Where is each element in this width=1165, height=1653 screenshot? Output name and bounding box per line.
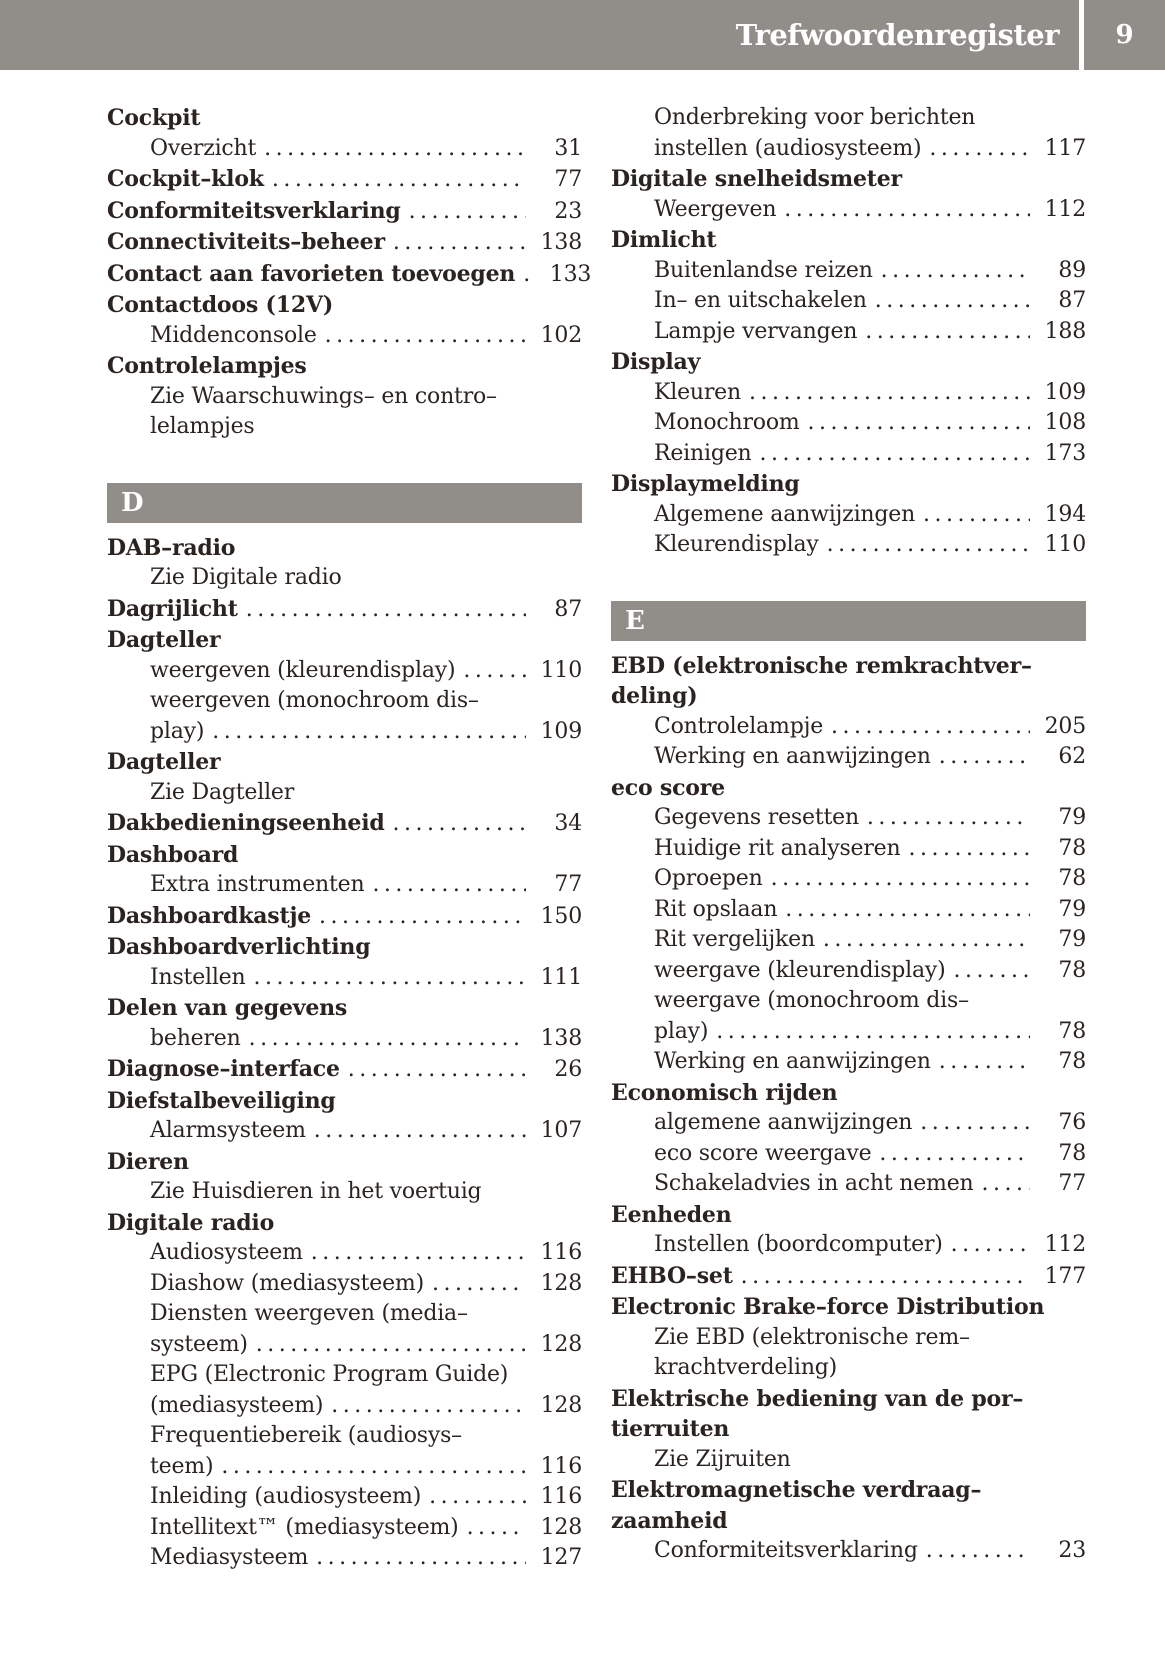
index-entry-line [107, 1147, 582, 1178]
index-entry-line [107, 533, 582, 564]
index-entry-line [611, 439, 1086, 470]
index-entry-line [107, 1024, 582, 1055]
index-entry-line [107, 382, 582, 413]
entry-page-number: 173 [1044, 440, 1086, 466]
dot-leader [808, 408, 1030, 439]
entry-text: play) [150, 718, 205, 744]
entry-page-number: 77 [554, 872, 582, 897]
entry-text: Reinigen [654, 440, 752, 466]
entry-text: Digitale snelheidsmeter [611, 166, 902, 192]
entry-page-number: 77 [554, 167, 582, 192]
entry-page-number: 116 [540, 1484, 582, 1509]
entry-page-number: 76 [1058, 1110, 1086, 1135]
entry-text: Werking en aanwijzingen [654, 744, 931, 769]
dot-leader [319, 902, 526, 933]
dot-leader [939, 1047, 1030, 1078]
entry-page-number: 107 [540, 1118, 582, 1143]
index-entry-line [107, 1452, 582, 1483]
index-entry-line [611, 195, 1086, 226]
entry-text: Digitale radio [107, 1209, 275, 1236]
dot-leader [331, 1391, 526, 1422]
index-entry-line [107, 1116, 582, 1147]
index-entry-line [107, 870, 582, 901]
index-entry-line [107, 778, 582, 809]
entry-page-number: 116 [540, 1453, 582, 1479]
entry-text: Economisch rijden [611, 1079, 838, 1106]
entry-text: Werking en aanwijzingen [654, 1049, 931, 1074]
dot-leader [264, 134, 526, 165]
index-entry-line [107, 625, 582, 656]
entry-text: algemene aanwijzingen [654, 1110, 913, 1135]
entry-page-number: 128 [540, 1331, 582, 1357]
entry-text: Displaymelding [611, 471, 800, 497]
entry-text: Weergeven [654, 196, 777, 222]
dot-leader [784, 195, 1030, 226]
index-entry-line [107, 747, 582, 778]
entry-text: systeem) [150, 1331, 248, 1357]
entry-text: Zie Dagteller [150, 779, 295, 805]
index-entry-line [107, 656, 582, 687]
entry-text: DAB–radio [107, 534, 236, 561]
dot-leader [920, 1108, 1030, 1139]
entry-page-number: 108 [1044, 410, 1086, 435]
entry-text: Contactdoos (12V) [107, 292, 334, 318]
entry-page-number: 128 [540, 1514, 582, 1540]
index-entry-line [611, 1353, 1086, 1384]
index-entry-line [611, 773, 1086, 804]
dot-leader [879, 1139, 1030, 1170]
entry-text: Gegevens resetten [654, 805, 859, 830]
entry-text: Zie EBD (elektronische rem– [654, 1324, 970, 1350]
index-entry-line [107, 993, 582, 1024]
dot-leader [827, 530, 1030, 561]
dot-leader [951, 1230, 1030, 1261]
section-letter-bar [107, 483, 582, 523]
entry-page-number: 102 [540, 322, 582, 348]
dot-leader [926, 1536, 1030, 1567]
index-entry-line [611, 530, 1086, 561]
entry-text: Dashboard [107, 841, 239, 868]
entry-text: Instellen [150, 964, 246, 990]
entry-text: Kleurendisplay [654, 532, 819, 557]
index-entry-line [107, 932, 582, 963]
entry-text: Conformiteitsverklaring [654, 1538, 918, 1563]
index-entry-line [107, 1177, 582, 1208]
entry-text: beheren [150, 1025, 241, 1051]
index-entry-line [611, 1323, 1086, 1354]
dot-leader [372, 870, 526, 901]
entry-text: Delen van gegevens [107, 995, 348, 1021]
entry-text: In– en uitschakelen [654, 288, 867, 313]
dot-leader [253, 963, 526, 994]
entry-text: lelampjes [150, 414, 255, 439]
entry-text: Elektrische bediening van de por– [611, 1385, 1024, 1412]
entry-text: Dashboardverlichting [107, 934, 371, 960]
entry-text: play) [654, 1018, 709, 1044]
index-content [107, 103, 1086, 1574]
index-entry-line [107, 963, 582, 994]
dot-leader [393, 809, 526, 840]
index-entry-line [107, 717, 582, 748]
entry-text: Onderbreking voor berichten [654, 105, 976, 130]
entry-text: EBD (elektronische remkrachtver– [611, 652, 1032, 679]
page-number: 9 [1115, 20, 1134, 50]
index-entry-line [611, 895, 1086, 926]
entry-page-number: 109 [540, 718, 582, 744]
entry-text: instellen (audiosysteem) [654, 135, 922, 161]
index-entry-line [107, 808, 582, 840]
index-entry-line [107, 103, 582, 134]
dot-leader [325, 321, 526, 352]
index-entry-line [611, 164, 1086, 195]
index-entry-line [611, 1536, 1086, 1567]
index-entry-line [107, 840, 582, 871]
index-entry-line [611, 256, 1086, 287]
index-entry-line [107, 290, 582, 321]
index-entry-line [611, 986, 1086, 1017]
index-entry-line [611, 1230, 1086, 1261]
dot-leader [875, 286, 1030, 317]
dot-leader [867, 803, 1030, 834]
index-entry-line [611, 681, 1086, 712]
index-entry-line [611, 742, 1086, 773]
entry-page-number: 188 [1044, 318, 1086, 344]
index-entry-line [611, 1078, 1086, 1109]
entry-text: Dagrijlicht [107, 595, 238, 622]
index-entry-line [107, 259, 592, 291]
dot-leader [249, 1024, 526, 1055]
entry-page-number: 112 [1044, 1232, 1086, 1257]
dot-leader [523, 260, 535, 291]
entry-text: Dakbedieningseenheid [107, 810, 385, 836]
entry-text: Zie Huisdieren in het voertuig [150, 1179, 482, 1204]
entry-text: Huidige rit analyseren [654, 835, 901, 861]
entry-text: Extra instrumenten [150, 872, 365, 897]
entry-page-number: 111 [540, 964, 582, 990]
entry-text: Zie Digitale radio [150, 565, 342, 590]
entry-page-number: 87 [554, 596, 582, 622]
index-entry-line [611, 378, 1086, 409]
dot-leader [865, 317, 1030, 348]
index-entry-line [107, 412, 582, 443]
index-entry-line [611, 286, 1086, 317]
entry-page-number: 79 [1058, 927, 1086, 952]
dot-leader [831, 712, 1030, 743]
index-entry-line [107, 1299, 582, 1330]
page-title: Trefwoordenregister [735, 18, 1059, 52]
entry-text: Buitenlandse reizen [654, 257, 873, 283]
entry-text: Electronic Brake–force Distribution [611, 1294, 1045, 1320]
entry-text: Eenheden [611, 1201, 732, 1228]
index-entry-line [611, 347, 1086, 378]
entry-page-number: 194 [1044, 501, 1086, 527]
entry-text: weergeven (kleurendisplay) [150, 657, 456, 683]
entry-page-number: 78 [1058, 1049, 1086, 1074]
entry-text: Alarmsysteem [150, 1118, 306, 1143]
entry-text: Rit vergelijken [654, 927, 815, 952]
dot-leader [923, 500, 1030, 531]
index-entry-line [611, 1139, 1086, 1170]
entry-page-number: 26 [554, 1057, 582, 1082]
entry-page-number: 78 [1058, 835, 1086, 861]
dot-leader [741, 1262, 1030, 1293]
entry-page-number: 77 [1058, 1171, 1086, 1196]
dot-leader [348, 1055, 526, 1086]
entry-page-number: 110 [1044, 532, 1086, 557]
index-entry-line [611, 1261, 1086, 1293]
dot-leader [785, 895, 1030, 926]
index-entry-line [611, 864, 1086, 895]
entry-page-number: 133 [549, 261, 592, 287]
index-column-left [107, 103, 592, 1574]
index-entry-line [107, 1360, 582, 1391]
entry-text: Lampje vervangen [654, 318, 858, 344]
index-entry-line [611, 803, 1086, 834]
dot-leader [311, 1238, 526, 1269]
entry-page-number: 89 [1058, 257, 1086, 283]
index-entry-line [107, 134, 582, 165]
entry-text: Dashboardkastje [107, 902, 312, 929]
entry-text: Zie Waarschuwings– en contro– [150, 383, 497, 409]
entry-text: Diensten weergeven (media– [150, 1301, 468, 1326]
entry-text: Mediasysteem [150, 1545, 309, 1570]
index-entry-line [107, 1421, 582, 1452]
dot-leader [316, 1543, 526, 1574]
index-entry-line [611, 712, 1086, 743]
section-letter: D [121, 487, 144, 518]
entry-text: Rit opslaan [654, 896, 778, 922]
entry-text: Audiosysteem [150, 1240, 303, 1265]
index-entry-line [611, 1169, 1086, 1200]
index-entry-line [611, 1445, 1086, 1476]
index-entry-line [107, 594, 582, 626]
entry-text: EPG (Electronic Program Guide) [150, 1362, 509, 1387]
index-entry-line [107, 196, 582, 228]
entry-page-number: 177 [1044, 1263, 1086, 1289]
entry-text: weergeven (monochroom dis– [150, 688, 479, 713]
index-entry-line [611, 134, 1086, 165]
dot-leader [429, 1482, 526, 1513]
entry-page-number: 138 [540, 1025, 582, 1051]
index-entry-line [611, 1384, 1086, 1415]
entry-page-number: 23 [1058, 1538, 1086, 1563]
entry-page-number: 117 [1044, 135, 1086, 161]
dot-leader [954, 956, 1030, 987]
entry-text: Algemene aanwijzingen [654, 501, 916, 527]
entry-text: Inleiding (audiosysteem) [150, 1484, 422, 1509]
dot-leader [314, 1116, 526, 1147]
entry-text: deling) [611, 683, 698, 709]
index-entry-line [611, 956, 1086, 987]
entry-page-number: 78 [1058, 957, 1086, 983]
index-entry-line [107, 686, 582, 717]
index-entry-line [107, 1513, 582, 1544]
index-entry-line [611, 1108, 1086, 1139]
dot-leader [393, 228, 526, 259]
entry-page-number: 150 [540, 903, 582, 929]
entry-page-number: 138 [540, 230, 582, 255]
dot-leader [716, 1017, 1030, 1048]
entry-page-number: 78 [1058, 1018, 1086, 1044]
index-entry-line [107, 1330, 582, 1361]
entry-text: Oproepen [654, 866, 763, 891]
entry-text: Connectiviteits–beheer [107, 229, 385, 255]
dot-leader [939, 742, 1030, 773]
index-entry-line [611, 1292, 1086, 1323]
entry-text: krachtverdeling) [654, 1355, 838, 1380]
entry-page-number: 62 [1058, 744, 1086, 769]
section-letter: E [625, 605, 645, 636]
entry-text: Instellen (boordcomputer) [654, 1232, 943, 1257]
entry-text: Controlelampjes [107, 353, 307, 379]
index-entry-line [611, 225, 1086, 256]
entry-text: Overzicht [150, 135, 257, 161]
entry-text: Dieren [107, 1148, 189, 1175]
index-entry-line [107, 1269, 582, 1300]
dot-leader [409, 197, 526, 228]
entry-text: Dimlicht [611, 227, 717, 253]
entry-text: Zie Zijruiten [654, 1446, 791, 1472]
dot-leader [760, 439, 1031, 470]
index-entry-line [611, 651, 1086, 682]
entry-text: weergave (monochroom dis– [654, 988, 969, 1013]
dot-leader [908, 834, 1030, 865]
entry-page-number: 128 [540, 1392, 582, 1418]
index-entry-line [107, 1238, 582, 1269]
entry-text: Controlelampje [654, 713, 824, 739]
entry-page-number: 31 [554, 135, 582, 161]
entry-page-number: 112 [1044, 196, 1086, 222]
index-entry-line [611, 834, 1086, 865]
dot-leader [212, 717, 526, 748]
index-entry-line [611, 1414, 1086, 1445]
entry-text: Cockpit–klok [107, 166, 264, 192]
entry-text: Diashow (mediasysteem) [150, 1270, 424, 1296]
dot-leader [881, 256, 1030, 287]
dot-leader [246, 595, 526, 626]
dot-leader [771, 864, 1030, 895]
entry-text: Display [611, 349, 701, 375]
entry-text: Schakeladvies in acht nemen [654, 1171, 974, 1196]
index-entry-line [107, 1482, 582, 1513]
index-entry-line [611, 1017, 1086, 1048]
entry-text: teem) [150, 1453, 214, 1479]
entry-page-number: 205 [1044, 713, 1086, 739]
entry-text: Middenconsole [150, 322, 317, 348]
entry-text: tierruiten [611, 1416, 730, 1442]
entry-page-number: 87 [1058, 288, 1086, 313]
index-entry-line [611, 925, 1086, 956]
entry-text: eco score [611, 774, 725, 801]
entry-text: Dagteller [107, 627, 221, 653]
entry-text: eco score weergave [654, 1140, 872, 1166]
index-entry-line [611, 1475, 1086, 1506]
entry-page-number: 78 [1058, 866, 1086, 891]
index-entry-line [611, 1200, 1086, 1231]
entry-text: Intellitext™ (mediasysteem) [150, 1514, 459, 1540]
entry-text: Diagnose–interface [107, 1056, 340, 1082]
entry-text: Kleuren [654, 379, 741, 405]
entry-page-number: 109 [1044, 379, 1086, 405]
index-entry-line [107, 321, 582, 352]
entry-text: Monochroom [654, 410, 800, 435]
entry-text: zaamheid [611, 1507, 728, 1534]
entry-page-number: 78 [1058, 1140, 1086, 1166]
dot-leader [467, 1513, 526, 1544]
index-entry-line [107, 351, 582, 382]
dot-leader [823, 925, 1030, 956]
dot-leader [982, 1169, 1030, 1200]
dot-leader [929, 134, 1030, 165]
section-letter-bar [611, 601, 1086, 641]
index-entry-line [107, 563, 582, 594]
index-entry-line [107, 1391, 582, 1422]
dot-leader [272, 165, 526, 196]
index-entry-line [107, 164, 582, 196]
entry-text: Elektromagnetische verdraag– [611, 1477, 982, 1503]
entry-page-number: 127 [540, 1545, 582, 1570]
dot-leader [221, 1452, 526, 1483]
dot-leader [463, 656, 526, 687]
dot-leader [432, 1269, 526, 1300]
entry-page-number: 128 [540, 1270, 582, 1296]
dot-leader [749, 378, 1030, 409]
entry-text: Conformiteitsverklaring [107, 197, 401, 224]
index-entry-line [611, 1506, 1086, 1537]
index-entry-line [107, 1054, 582, 1086]
index-entry-line [611, 103, 1086, 134]
dot-leader [256, 1330, 526, 1361]
entry-page-number: 79 [1058, 805, 1086, 830]
entry-text: weergave (kleurendisplay) [654, 957, 946, 983]
index-entry-line [107, 1543, 582, 1574]
index-entry-line [611, 1047, 1086, 1078]
entry-page-number: 34 [554, 811, 582, 836]
index-entry-line [611, 408, 1086, 439]
entry-text: Cockpit [107, 105, 201, 131]
entry-text: Dagteller [107, 749, 221, 775]
index-entry-line [107, 1208, 582, 1239]
index-entry-line [611, 500, 1086, 531]
entry-page-number: 79 [1058, 896, 1086, 922]
index-entry-line [611, 469, 1086, 500]
entry-text: Frequentiebereik (audiosys– [150, 1423, 462, 1448]
entry-page-number: 116 [540, 1240, 582, 1265]
index-entry-line [611, 317, 1086, 348]
entry-text: EHBO–set [611, 1262, 733, 1289]
index-entry-line [107, 227, 582, 259]
index-entry-line [107, 1086, 582, 1117]
index-entry-line [107, 901, 582, 933]
page-header [0, 0, 1165, 70]
entry-text: (mediasysteem) [150, 1392, 324, 1418]
entry-page-number: 110 [540, 657, 582, 683]
entry-page-number: 23 [554, 198, 582, 224]
index-column-right [611, 103, 1086, 1574]
entry-text: Contact aan favorieten toevoegen [107, 260, 516, 287]
entry-text: Diefstalbeveiliging [107, 1087, 336, 1114]
